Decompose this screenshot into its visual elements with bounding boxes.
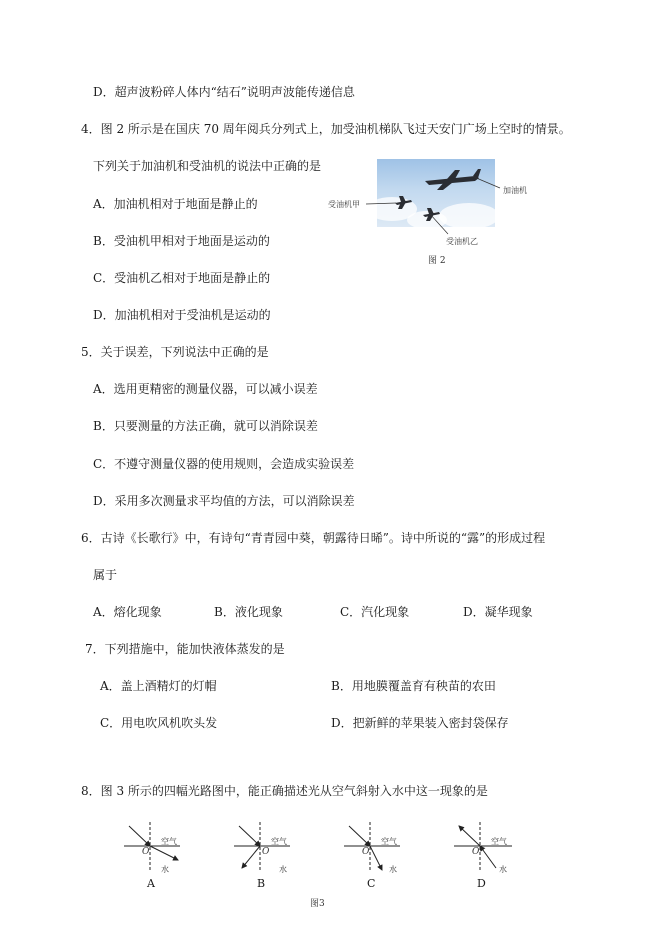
diagram-c-water-label: 水: [389, 865, 397, 874]
q4-option-b: B．受油机甲相对于地面是运动的: [93, 234, 270, 248]
q6-stem-continued: 属于: [93, 568, 118, 582]
diagram-a-water-label: 水: [161, 865, 169, 874]
figure-2-caption: 图 2: [428, 256, 446, 266]
diagram-b-origin-label: O: [262, 847, 270, 857]
q6-option-b: B．液化现象: [214, 605, 283, 619]
figure-2-photo: [377, 159, 495, 227]
figure-3-caption: 图3: [310, 899, 325, 909]
q5-stem: 5．关于误差，下列说法中正确的是: [81, 345, 269, 359]
q4-stem: 4．图 2 所示是在国庆 70 周年阅兵分列式上，加受油机梯队飞过天安门广场上空时的情景。: [81, 122, 571, 136]
q4-question: 下列关于加油机和受油机的说法中正确的是: [93, 159, 322, 173]
q5-option-d: D．采用多次测量求平均值的方法，可以消除误差: [93, 494, 355, 508]
q5-option-a: A．选用更精密的测量仪器，可以减小误差: [93, 382, 318, 396]
q4-option-c: C．受油机乙相对于地面是静止的: [93, 271, 271, 285]
label-jet-a: 受油机甲: [328, 200, 360, 209]
q6-stem: 6．古诗《长歌行》中，有诗句“青青园中葵，朝露待日晞”。诗中所说的“露”的形成过程: [81, 531, 546, 545]
diagram-a: [124, 822, 180, 872]
diagram-a-letter: A: [147, 877, 155, 890]
q4-option-a: A．加油机相对于地面是静止的: [93, 197, 258, 211]
diagram-b-air-label: 空气: [271, 837, 287, 846]
label-jet-b: 受油机乙: [446, 237, 478, 246]
q8-stem: 8．图 3 所示的四幅光路图中，能正确描述光从空气斜射入水中这一现象的是: [81, 784, 488, 798]
q7-option-b: B．用地膜覆盖育有秧苗的农田: [331, 679, 496, 693]
diagram-a-air-label: 空气: [161, 837, 177, 846]
jet-a-icon: [395, 196, 412, 209]
label-tanker: 加油机: [503, 186, 527, 195]
q7-stem: 7．下列措施中，能加快液体蒸发的是: [85, 642, 285, 656]
q7-option-c: C．用电吹风机吹头发: [100, 716, 218, 730]
diagram-b-water-label: 水: [279, 865, 287, 874]
diagram-d-air-label: 空气: [491, 837, 507, 846]
diagram-a-origin-label: O: [142, 847, 150, 857]
diagram-c-origin-label: O: [362, 847, 370, 857]
tanker-aircraft-icon: [425, 169, 481, 190]
diagram-d-water-label: 水: [499, 865, 507, 874]
diagram-c-air-label: 空气: [381, 837, 397, 846]
diagram-d-origin-label: O: [472, 847, 480, 857]
q6-option-a: A．熔化现象: [93, 605, 162, 619]
q6-option-d: D．凝华现象: [463, 605, 533, 619]
q7-option-d: D．把新鲜的苹果装入密封袋保存: [331, 716, 509, 730]
diagram-b-letter: B: [257, 877, 266, 890]
diagram-c-letter: C: [367, 877, 376, 890]
q5-option-c: C．不遵守测量仪器的使用规则，会造成实验误差: [93, 457, 355, 471]
aircraft-silhouettes: [377, 159, 495, 227]
jet-b-icon: [423, 208, 440, 221]
q7-option-a: A．盖上酒精灯的灯帽: [100, 679, 217, 693]
q3-option-d: D．超声波粉碎人体内“结石”说明声波能传递信息: [93, 85, 355, 99]
q6-option-c: C．汽化现象: [340, 605, 410, 619]
q4-option-d: D．加油机相对于受油机是运动的: [93, 308, 271, 322]
diagram-d-letter: D: [477, 877, 486, 890]
q5-option-b: B．只要测量的方法正确，就可以消除误差: [93, 419, 318, 433]
